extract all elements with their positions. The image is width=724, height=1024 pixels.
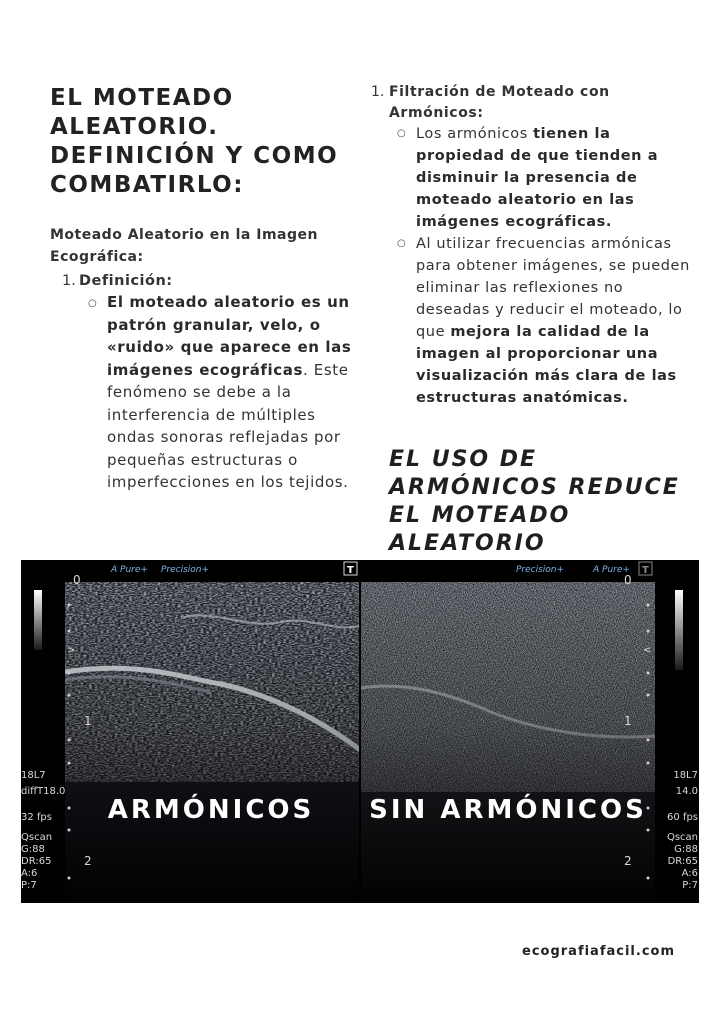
info-line: DR:65 xyxy=(667,856,698,867)
info-line: Qscan xyxy=(666,832,698,843)
depth-marker-2: 2 xyxy=(84,854,92,868)
depth-marker-1: 1 xyxy=(84,714,92,728)
right-scan-info xyxy=(667,770,698,891)
info-line: G:88 xyxy=(21,844,45,855)
definition-paragraph xyxy=(107,291,362,494)
info-line: 32 fps xyxy=(21,812,52,823)
depth-marker-0: 0 xyxy=(624,573,632,587)
bullet-circle-icon: ○ xyxy=(397,128,406,139)
t-icon: T xyxy=(642,565,649,576)
bullet-circle-icon: ○ xyxy=(397,238,406,249)
definition-bold-text: El moteado aleatorio es un patrón granular, velo, o «ruido» que aparece en las imágenes ecográficas xyxy=(107,293,352,379)
info-line: Qscan xyxy=(21,832,53,843)
info-line: 14.0 xyxy=(675,786,698,797)
info-line: P:7 xyxy=(682,880,698,891)
info-line: DR:65 xyxy=(21,856,52,867)
harmonics-text: Los armónicos xyxy=(416,126,534,142)
ultrasound-svg xyxy=(21,560,699,903)
info-line: G:88 xyxy=(674,844,698,855)
t-icon: T xyxy=(347,565,354,576)
info-line: diffT18.0 xyxy=(21,786,66,797)
bullet-circle-icon: ○ xyxy=(88,298,97,309)
section-subtitle: Moteado Aleatorio en la Imagen Ecográfica: xyxy=(50,227,318,265)
harmonics-paragraph-1 xyxy=(416,123,701,233)
list-number: 1. xyxy=(371,84,385,100)
harmonics-bold-text: tienen la propiedad de que tienden a disminuir la presencia de moteado aleatorio en las imágenes ecográficas. xyxy=(416,126,659,230)
callout-text: EL USO DE ARMÓNICOS REDUCE EL MOTEADO ALEATORIO xyxy=(389,447,680,556)
harmonics-label: ARMÓNICOS xyxy=(107,795,315,825)
page-title: EL MOTEADO ALEATORIO. DEFINICIÓN Y COMO COMBATIRLO: xyxy=(50,85,339,198)
harmonics-text: Al utilizar frecuencias armónicas para obtener imágenes, se pueden eliminar las reflexiones no deseadas y reducir el moteado, lo que xyxy=(416,236,690,340)
info-line: A:6 xyxy=(681,868,698,879)
info-line: 18L7 xyxy=(21,770,46,781)
precision-label: Precision+ xyxy=(516,565,565,575)
depth-marker-2: 2 xyxy=(624,854,632,868)
list-number: 1. xyxy=(62,273,76,289)
focus-marker-icon: < xyxy=(643,645,652,656)
harmonics-scan xyxy=(65,582,360,903)
depth-marker-0: 0 xyxy=(73,573,81,587)
grayscale-bar xyxy=(675,590,683,670)
apure-label: A Pure+ xyxy=(111,565,148,575)
apure-label: A Pure+ xyxy=(593,565,630,575)
no-harmonics-scan xyxy=(360,582,655,903)
harmonics-bold-text: mejora la calidad de la imagen al proporcionar una visualización más clara de las estructuras anatómicas. xyxy=(416,324,677,406)
info-line: 60 fps xyxy=(667,812,698,823)
definition-heading: Definición: xyxy=(79,273,173,289)
ultrasound-comparison-image xyxy=(21,560,699,903)
filtration-heading: Filtración de Moteado con Armónicos: xyxy=(389,84,610,121)
definition-text: . Este fenómeno se debe a la interferencia de múltiples ondas sonoras reflejadas por pequeñas estructuras o imperfecciones en los tejidos. xyxy=(107,360,349,491)
info-line: 18L7 xyxy=(673,770,698,781)
precision-label: Precision+ xyxy=(161,565,210,575)
info-line: P:7 xyxy=(21,880,37,891)
info-line: A:6 xyxy=(21,868,38,879)
depth-marker-1: 1 xyxy=(624,714,632,728)
no-harmonics-label: SIN ARMÓNICOS xyxy=(369,795,647,825)
focus-marker-icon: > xyxy=(67,645,76,656)
website-footer: ecografiafacil.com xyxy=(522,944,675,959)
harmonics-paragraph-2 xyxy=(416,233,701,409)
left-scan-info xyxy=(21,770,65,891)
grayscale-bar xyxy=(34,590,42,650)
